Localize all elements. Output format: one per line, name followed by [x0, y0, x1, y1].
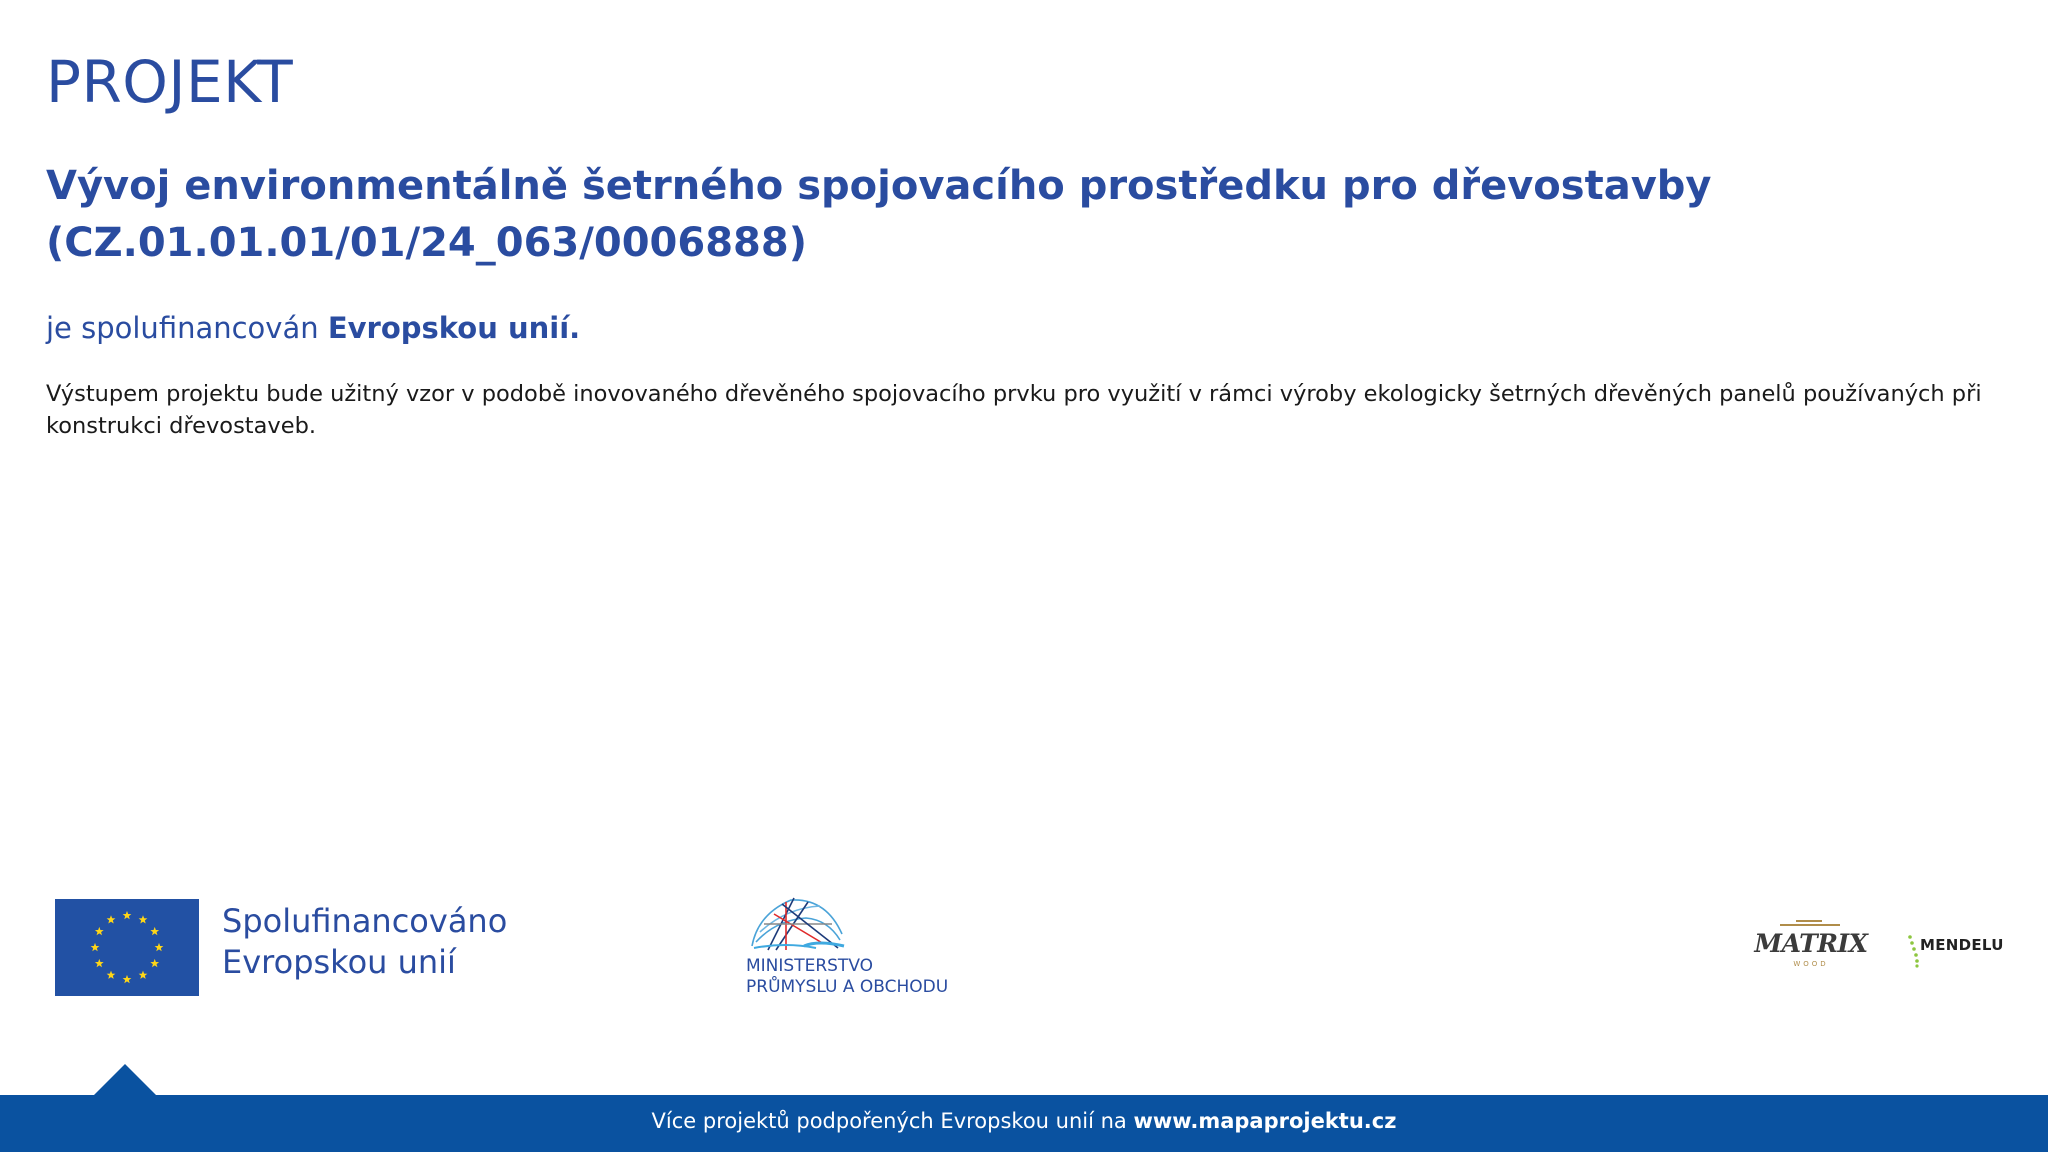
eu-stars-icon [55, 899, 199, 996]
eu-star-icon [123, 911, 132, 919]
matrix-logo-sub: WOOD [1793, 960, 1829, 968]
footer-link[interactable]: www.mapaprojektu.cz [1133, 1109, 1397, 1133]
cofinancing-prefix: je spolufinancován [46, 311, 319, 345]
ministry-logo-line1: MINISTERSTVO [746, 956, 874, 976]
mendelu-logo [1908, 934, 2018, 968]
footer-text-prefix: Více projektů podpořených Evropskou unií na [651, 1109, 1127, 1133]
eu-star-icon [139, 915, 148, 923]
eu-flag-icon [55, 899, 199, 996]
matrix-accent-line [1796, 920, 1822, 922]
matrix-accent-line [1780, 924, 1840, 926]
footer-notch [94, 1064, 156, 1095]
eu-logo-text [222, 901, 507, 983]
ministry-logo [744, 894, 974, 1002]
ministry-logo-line2: PRŮMYSLU A OBCHODU [746, 977, 949, 997]
ministry-globe-icon [746, 894, 846, 952]
eu-star-icon [91, 943, 100, 951]
mendelu-logo-name: MENDELU [1920, 936, 2004, 954]
cofinancing-emphasis: Evropskou unií. [327, 311, 581, 345]
ministry-logo-text [746, 956, 948, 998]
eu-star-icon [155, 943, 164, 951]
project-title: Vývoj environmentálně šetrného spojovacího prostředku pro dřevostavby (CZ.01.01.01/01/24_063/0006888) [46, 163, 1712, 266]
eu-star-icon [139, 971, 148, 979]
matrix-logo-name: MATRIX [1754, 929, 1868, 958]
eu-star-icon [107, 971, 116, 979]
eu-star-icon [107, 915, 116, 923]
eu-logo-line2: Evropskou unií [222, 943, 456, 981]
project-description: Výstupem projektu bude užitný vzor v podobě inovovaného dřevěného spojovacího prvku pro využití v rámci výroby ekologicky šetrných dřevěných panelů používaných při konstrukci dřevostaveb. [46, 381, 1982, 439]
eu-star-icon [95, 927, 104, 935]
footer-text [0, 1095, 2048, 1152]
eu-star-icon [150, 959, 159, 967]
footer-bar [0, 1095, 2048, 1152]
eu-star-icon [150, 927, 159, 935]
matrix-wood-logo [1752, 920, 1870, 972]
eu-star-icon [95, 959, 104, 967]
page-heading: PROJEKT [46, 48, 294, 116]
eu-logo-line1: Spolufinancováno [222, 902, 508, 940]
eu-star-icon [123, 975, 132, 983]
cofinancing-statement [46, 308, 580, 348]
